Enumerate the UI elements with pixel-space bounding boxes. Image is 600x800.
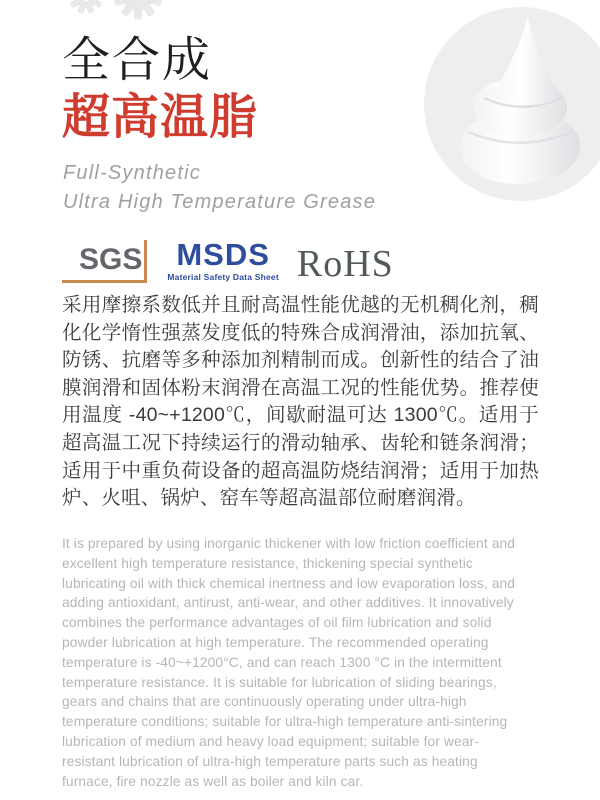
msds-logo xyxy=(167,237,279,282)
rohs-logo-text: RoHS xyxy=(296,243,394,285)
msds-logo-subtext: Material Safety Data Sheet xyxy=(167,272,279,282)
page-title xyxy=(62,33,258,147)
sgs-logo xyxy=(62,243,147,283)
gear-icons xyxy=(62,0,192,30)
grease-tip-photo xyxy=(416,4,600,214)
certification-logos xyxy=(62,237,394,285)
gear-icon xyxy=(69,0,104,14)
subtitle-line1: Full-Synthetic xyxy=(63,162,201,184)
description-chinese: 采用摩擦系数低并且耐高温性能优越的无机稠化剂，稠化化学惰性强蒸发度低的特殊合成润滑油，添加抗氧、防锈、抗磨等多种添加剂精制而成。创新性的结合了油膜润滑和固体粉末润滑在高温工况的性能优势。推荐使用温度 -40~+1200℃，间歇耐温可达 1300℃。适用于超高温工况下持续运行的滑动轴承、齿轮和链条润滑；适用于中重负荷设备的超高温防烧结润滑；适用于加热炉、火咀、锅炉、窑车等超高温部位耐磨润滑。 xyxy=(62,294,539,510)
subtitle-line2: Ultra High Temperature Grease xyxy=(63,191,377,213)
msds-logo-text: MSDS xyxy=(176,237,270,272)
rohs-logo xyxy=(297,244,394,284)
gear-icon xyxy=(113,0,162,20)
product-title-cn: 全合成 xyxy=(62,34,213,87)
product-title-cn-red: 超高温脂 xyxy=(62,91,259,144)
description-english: It is prepared by using inorganic thickener with low friction coefficient and excellent high temperature resistance, thickening special synthetic lubricating oil with thick chemical inertness and low evaporation loss, and adding antioxidant, antirust, anti-wear, and other additives. It innovatively combines the performance advantages of oil film lubrication and solid powder lubrication at high temperature. The recommended operating temperature is -40~+1200°C, and can reach 1300 °C in the intermittent temperature resistance. It is suitable for lubrication of sliding bearings, gears and chains that are continuously operating under ultra-high temperature conditions; suitable for ultra-high temperature anti-sintering lubrication of medium and heavy load equipment; suitable for wear-resistant lubrication of ultra-high temperature parts such as heating furnace, fire nozzle as well as boiler and kiln car. xyxy=(62,536,516,789)
product-title-en xyxy=(63,159,376,217)
product-photo xyxy=(416,4,600,214)
sgs-logo-text: SGS xyxy=(79,243,143,276)
